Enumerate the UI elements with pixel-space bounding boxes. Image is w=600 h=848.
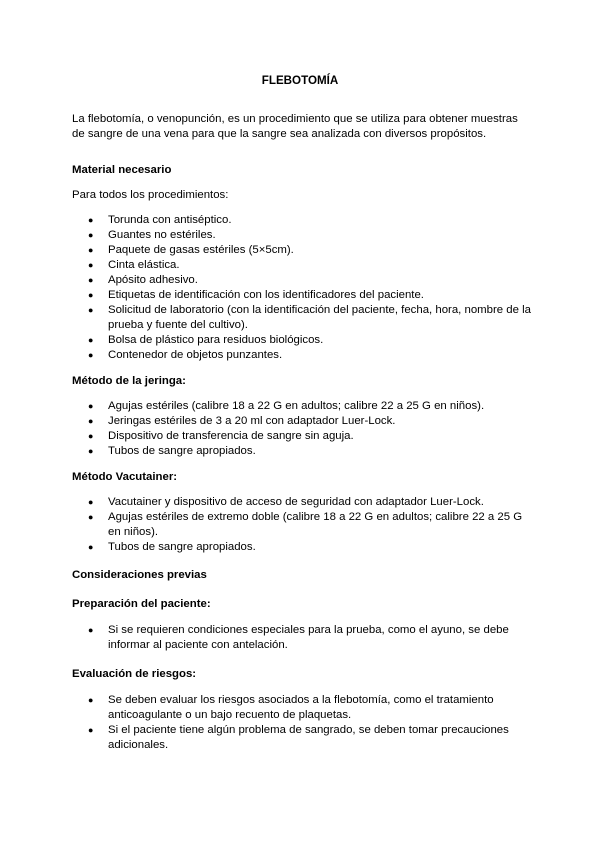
riesgos-list-block xyxy=(72,693,532,753)
list-item: ● Torunda con antiséptico. xyxy=(72,213,532,228)
list-item: ● Cinta elástica. xyxy=(72,258,532,273)
list-item: ● Apósito adhesivo. xyxy=(72,273,532,288)
intro-block xyxy=(72,112,532,142)
vacutainer-list xyxy=(72,495,532,555)
list-item: ● Paquete de gasas estériles (5×5cm). xyxy=(72,243,532,258)
list-item: ● Solicitud de laboratorio (con la identificación del paciente, fecha, hora, nombre de la prueba y fuente del cultivo). xyxy=(72,303,532,333)
material-list xyxy=(72,213,532,363)
list-item: ● Si se requieren condiciones especiales para la prueba, como el ayuno, se debe informar al paciente con antelación. xyxy=(72,623,532,653)
list-item: ● Contenedor de objetos punzantes. xyxy=(72,348,532,363)
material-subtitle-block xyxy=(72,188,532,203)
vacutainer-list-block xyxy=(72,495,532,555)
preparacion-heading: Preparación del paciente: xyxy=(72,598,211,610)
list-item: ● Tubos de sangre apropiados. xyxy=(72,444,532,459)
jeringa-list xyxy=(72,399,532,459)
jeringa-list-block xyxy=(72,399,532,459)
consideraciones-heading: Consideraciones previas xyxy=(72,569,207,581)
vacutainer-heading-block xyxy=(72,470,532,485)
preparacion-list-block xyxy=(72,623,532,653)
list-item: ● Agujas estériles de extremo doble (calibre 18 a 22 G en adultos; calibre 22 a 25 G en niños). xyxy=(72,510,532,540)
list-item: ● Dispositivo de transferencia de sangre sin aguja. xyxy=(72,429,532,444)
list-item: ● Jeringas estériles de 3 a 20 ml con adaptador Luer-Lock. xyxy=(72,414,532,429)
list-item: ● Guantes no estériles. xyxy=(72,228,532,243)
list-item: ● Si el paciente tiene algún problema de sangrado, se deben tomar precauciones adicionales. xyxy=(72,723,532,753)
material-list-block xyxy=(72,213,532,363)
list-item: ● Vacutainer y dispositivo de acceso de seguridad con adaptador Luer-Lock. xyxy=(72,495,532,510)
intro-paragraph: La flebotomía, o venopunción, es un procedimiento que se utiliza para obtener muestras de sangre de una vena para que la sangre sea analizada con diversos propósitos. xyxy=(72,113,518,140)
page-title: FLEBOTOMÍA xyxy=(261,74,339,87)
vacutainer-heading: Método Vacutainer: xyxy=(72,471,178,483)
jeringa-heading-block xyxy=(72,374,532,389)
material-subtitle: Para todos los procedimientos: xyxy=(72,189,229,201)
list-item: ● Etiquetas de identificación con los identificadores del paciente. xyxy=(72,288,532,303)
riesgos-list xyxy=(72,693,532,753)
preparacion-list xyxy=(72,623,532,653)
list-item: ● Se deben evaluar los riesgos asociados a la flebotomía, como el tratamiento anticoagulante o un bajo recuento de plaquetas. xyxy=(72,693,532,723)
list-item: ● Agujas estériles (calibre 18 a 22 G en adultos; calibre 22 a 25 G en niños). xyxy=(72,399,532,414)
material-heading-block xyxy=(72,163,532,178)
riesgos-heading: Evaluación de riesgos: xyxy=(72,668,197,680)
jeringa-heading: Método de la jeringa: xyxy=(72,375,186,387)
list-item: ● Bolsa de plástico para residuos biológicos. xyxy=(72,333,532,348)
list-item: ● Tubos de sangre apropiados. xyxy=(72,540,532,555)
preparacion-heading-block xyxy=(72,597,532,612)
riesgos-heading-block xyxy=(72,667,532,682)
material-heading: Material necesario xyxy=(72,164,172,176)
consideraciones-heading-block xyxy=(72,568,532,583)
